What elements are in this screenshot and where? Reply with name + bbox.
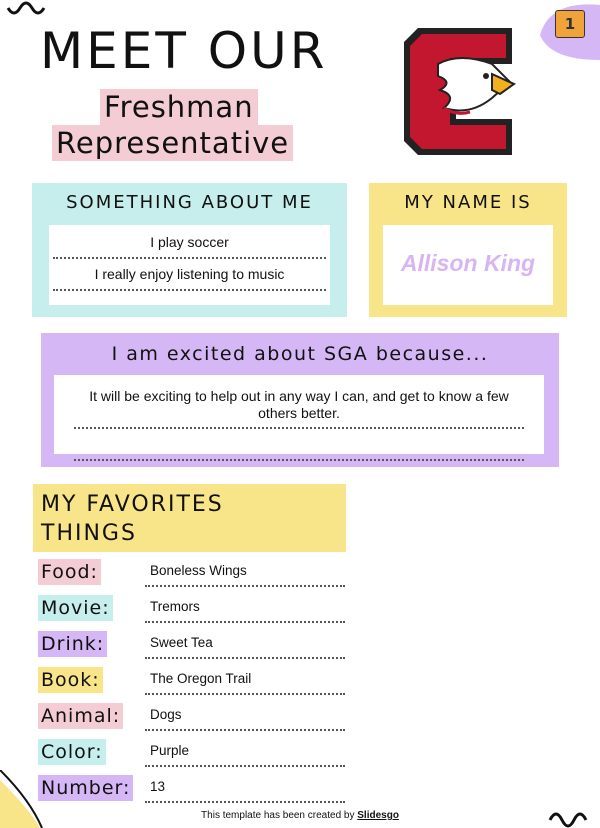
page-number-badge: 1 (555, 10, 585, 38)
name-panel (369, 183, 567, 317)
sga-panel (41, 333, 559, 467)
favorite-value: Sweet Tea (150, 635, 213, 650)
favorite-label: Book: (38, 667, 103, 693)
about-me-panel (32, 183, 347, 317)
favorite-value: 13 (150, 779, 166, 794)
slidesgo-link[interactable]: Slidesgo (357, 810, 399, 821)
favorite-value: Purple (150, 743, 190, 758)
about-me-card (49, 225, 330, 305)
dotted-rule (145, 585, 345, 587)
student-name: Allison King (400, 250, 536, 276)
favorite-value: Tremors (150, 599, 200, 614)
dotted-rule (145, 765, 345, 767)
dotted-rule (145, 621, 345, 623)
about-me-line-1: I play soccer (150, 234, 229, 250)
favorite-value: Boneless Wings (150, 563, 247, 578)
eagle-e-logo (400, 24, 520, 159)
favorites-heading-line-2: THINGS (41, 521, 137, 546)
favorite-label: Food: (38, 559, 101, 585)
favorite-label: Color: (38, 739, 106, 765)
sga-heading: I am excited about SGA because... (111, 343, 489, 365)
name-card (383, 225, 553, 305)
favorites-heading-line-1: MY FAVORITES (41, 492, 224, 517)
sga-answer: It will be exciting to help out in any way I can, and get to know a few others better. (89, 388, 509, 421)
favorite-value: The Oregon Trail (150, 671, 252, 686)
favorite-label: Animal: (38, 703, 123, 729)
dotted-rule (145, 729, 345, 731)
dotted-rule (74, 427, 524, 429)
dotted-rule (53, 289, 326, 291)
dotted-rule (74, 459, 524, 461)
subtitle-line-2: Representative (52, 125, 293, 161)
sga-card (54, 375, 544, 454)
favorites-heading-box (33, 484, 346, 552)
footer-credit (0, 810, 600, 821)
dotted-rule (145, 693, 345, 695)
footer-text: This template has been created by (201, 810, 358, 821)
favorite-label: Number: (38, 775, 133, 801)
favorite-label: Drink: (38, 631, 107, 657)
squiggle-decoration-bottom-right (540, 790, 600, 828)
favorite-label: Movie: (38, 595, 113, 621)
dotted-rule (145, 657, 345, 659)
dotted-rule (53, 257, 326, 259)
about-me-heading: SOMETHING ABOUT ME (66, 192, 313, 213)
name-heading: MY NAME IS (404, 192, 532, 213)
dotted-rule (145, 801, 345, 803)
page-title: MEET OUR (40, 22, 328, 80)
favorite-value: Dogs (150, 707, 182, 722)
about-me-line-2: I really enjoy listening to music (94, 266, 285, 282)
subtitle-line-1: Freshman (100, 89, 258, 125)
